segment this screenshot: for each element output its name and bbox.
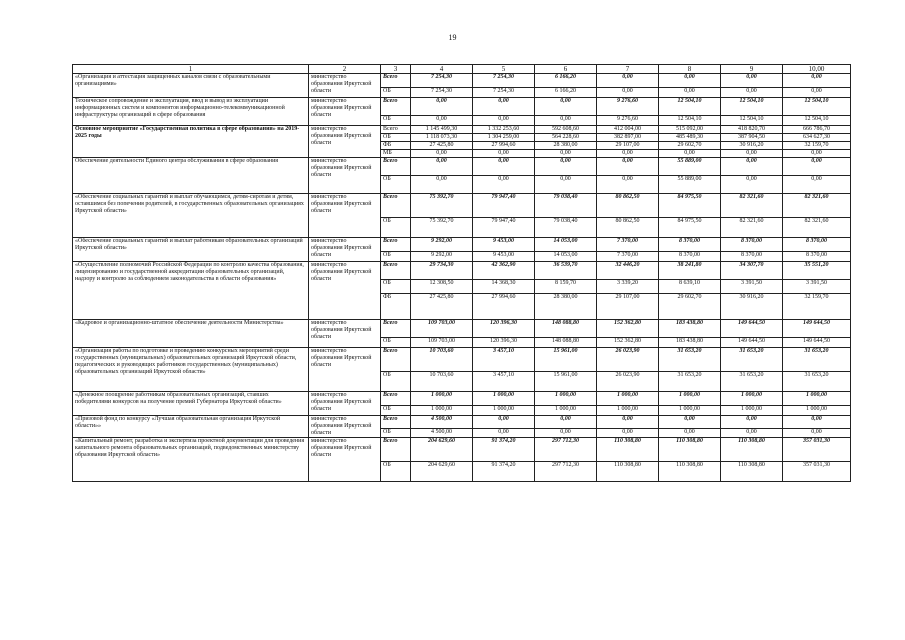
amount-cell: 0,00	[473, 150, 535, 158]
amount-cell: 27 425,80	[411, 142, 473, 150]
amount-cell: 12 504,10	[659, 98, 721, 116]
amount-cell: 0,00	[473, 416, 535, 429]
amount-cell: 0,00	[473, 158, 535, 176]
amount-cell: 0,00	[783, 150, 851, 158]
amount-cell: 109 703,00	[411, 320, 473, 338]
responsible-executor: министерство образования Иркутской области	[309, 348, 381, 392]
amount-cell: 149 644,50	[783, 320, 851, 338]
amount-cell: 3 391,50	[783, 280, 851, 294]
amount-cell: 183 438,80	[659, 338, 721, 348]
activity-name: «Кадровое и организационно-штатное обеспечение деятельности Министерства»	[73, 320, 309, 348]
amount-cell: 0,00	[721, 150, 783, 158]
amount-cell: 0,00	[535, 416, 597, 429]
amount-cell: 14 368,30	[473, 280, 535, 294]
amount-cell: 120 396,30	[473, 320, 535, 338]
amount-cell: 31 653,20	[659, 348, 721, 372]
amount-cell: 1 000,00	[783, 406, 851, 416]
column-header: 6	[535, 65, 597, 74]
funding-source: ОБ	[381, 406, 411, 416]
amount-cell: 7 254,30	[411, 88, 473, 98]
amount-cell: 0,00	[535, 150, 597, 158]
funding-source: ОБ	[381, 429, 411, 438]
table-row	[73, 262, 851, 280]
amount-cell: 515 092,00	[659, 126, 721, 134]
amount-cell: 31 653,20	[783, 348, 851, 372]
amount-cell: 634 627,30	[783, 134, 851, 142]
table-row	[73, 320, 851, 338]
amount-cell: 0,00	[411, 176, 473, 194]
responsible-executor: министерство образования Иркутской области	[309, 238, 381, 262]
amount-cell: 110 308,80	[597, 438, 659, 462]
funding-source: Всего	[381, 158, 411, 176]
funding-source: Всего	[381, 348, 411, 372]
responsible-executor: министерство образования Иркутской области	[309, 158, 381, 194]
amount-cell: 0,00	[535, 116, 597, 126]
amount-cell: 0,00	[597, 176, 659, 194]
table-row	[73, 158, 851, 176]
amount-cell: 1 000,00	[721, 392, 783, 406]
funding-source: ОБ	[381, 134, 411, 142]
amount-cell: 666 786,70	[783, 126, 851, 134]
table-row	[73, 438, 851, 462]
responsible-executor: министерство образования Иркутской области	[309, 320, 381, 348]
amount-cell: 0,00	[597, 150, 659, 158]
amount-cell: 0,00	[721, 88, 783, 98]
amount-cell: 0,00	[535, 176, 597, 194]
amount-cell: 1 000,00	[411, 392, 473, 406]
amount-cell: 0,00	[659, 416, 721, 429]
amount-cell: 110 308,80	[721, 438, 783, 462]
amount-cell: 0,00	[597, 158, 659, 176]
amount-cell: 0,00	[721, 176, 783, 194]
amount-cell: 9 276,60	[597, 116, 659, 126]
amount-cell: 1 000,00	[411, 406, 473, 416]
funding-source: ФБ	[381, 294, 411, 320]
activity-name: Техническое сопровождение и эксплуатация, ввод и вывод из эксплуатации информационных систем и компонентов информационно-телекоммуникационной инфраструктуры организаций в сфере образования	[73, 98, 309, 126]
amount-cell: 9 453,00	[473, 252, 535, 262]
amount-cell: 1 000,00	[721, 406, 783, 416]
amount-cell: 0,00	[535, 158, 597, 176]
amount-cell: 31 653,20	[721, 372, 783, 392]
table-row	[73, 98, 851, 116]
amount-cell: 149 644,50	[721, 338, 783, 348]
amount-cell: 0,00	[535, 429, 597, 438]
amount-cell: 8 159,70	[535, 280, 597, 294]
amount-cell: 120 396,30	[473, 338, 535, 348]
amount-cell: 1 000,00	[535, 392, 597, 406]
amount-cell: 34 307,70	[721, 262, 783, 280]
amount-cell: 30 916,20	[721, 142, 783, 150]
responsible-executor: министерство образования Иркутской области	[309, 392, 381, 416]
funding-source: МБ	[381, 150, 411, 158]
amount-cell: 4 500,00	[411, 429, 473, 438]
amount-cell: 9 292,00	[411, 252, 473, 262]
amount-cell: 149 644,50	[783, 338, 851, 348]
amount-cell: 485 489,30	[659, 134, 721, 142]
funding-source: ОБ	[381, 252, 411, 262]
amount-cell: 297 712,30	[535, 462, 597, 482]
amount-cell: 29 602,70	[659, 294, 721, 320]
responsible-executor: министерство образования Иркутской области	[309, 126, 381, 158]
funding-source: Всего	[381, 320, 411, 338]
amount-cell: 82 321,60	[783, 218, 851, 238]
amount-cell: 0,00	[783, 74, 851, 88]
amount-cell: 31 653,20	[659, 372, 721, 392]
amount-cell: 3 457,10	[473, 348, 535, 372]
amount-cell: 148 088,80	[535, 320, 597, 338]
amount-cell: 0,00	[721, 74, 783, 88]
funding-source: Всего	[381, 416, 411, 429]
amount-cell: 0,00	[411, 158, 473, 176]
amount-cell: 3 391,50	[721, 280, 783, 294]
amount-cell: 1 118 073,30	[411, 134, 473, 142]
amount-cell: 0,00	[659, 429, 721, 438]
amount-cell: 32 159,70	[783, 294, 851, 320]
amount-cell: 357 031,30	[783, 462, 851, 482]
activity-name: «Осуществление полномочий Российской Федерации по контролю качества образования, лицензированию и государственной аккредитации образовательных организаций, надзору и контролю за соблюдением законодательства в области образования»	[73, 262, 309, 320]
amount-cell: 1 000,00	[597, 392, 659, 406]
header-row	[73, 65, 851, 74]
amount-cell: 109 703,00	[411, 338, 473, 348]
funding-source: ОБ	[381, 176, 411, 194]
activity-name: Обеспечение деятельности Единого центра обслуживания в сфере образования	[73, 158, 309, 194]
table-row	[73, 392, 851, 406]
funding-source: ОБ	[381, 88, 411, 98]
amount-cell: 148 088,80	[535, 338, 597, 348]
amount-cell: 7 254,30	[411, 74, 473, 88]
amount-cell: 0,00	[411, 116, 473, 126]
amount-cell: 8 639,10	[659, 280, 721, 294]
table-row	[73, 238, 851, 252]
funding-source: ОБ	[381, 280, 411, 294]
amount-cell: 183 438,80	[659, 320, 721, 338]
amount-cell: 110 308,80	[659, 438, 721, 462]
amount-cell: 0,00	[783, 429, 851, 438]
budget-table	[72, 64, 851, 482]
table-row	[73, 194, 851, 218]
funding-source: Всего	[381, 98, 411, 116]
funding-source: ОБ	[381, 338, 411, 348]
funding-source: ОБ	[381, 116, 411, 126]
amount-cell: 84 975,50	[659, 194, 721, 218]
amount-cell: 75 392,70	[411, 218, 473, 238]
amount-cell: 55 889,00	[659, 158, 721, 176]
amount-cell: 8 370,00	[783, 238, 851, 252]
activity-name: Основное мероприятие «Государственная политика в сфере образования» на 2019-2025 годы	[73, 126, 309, 158]
amount-cell: 91 374,20	[473, 462, 535, 482]
amount-cell: 12 504,10	[783, 98, 851, 116]
amount-cell: 42 362,90	[473, 262, 535, 280]
amount-cell: 82 321,60	[721, 194, 783, 218]
amount-cell: 36 539,70	[535, 262, 597, 280]
amount-cell: 12 504,10	[659, 116, 721, 126]
amount-cell: 29 734,30	[411, 262, 473, 280]
amount-cell: 8 370,00	[783, 252, 851, 262]
column-header: 2	[309, 65, 381, 74]
funding-source: ОБ	[381, 462, 411, 482]
funding-source: ОБ	[381, 218, 411, 238]
amount-cell: 32 159,70	[783, 142, 851, 150]
responsible-executor: министерство образования Иркутской области	[309, 438, 381, 482]
amount-cell: 0,00	[473, 429, 535, 438]
amount-cell: 28 380,00	[535, 142, 597, 150]
amount-cell: 0,00	[597, 416, 659, 429]
amount-cell: 10 703,60	[411, 372, 473, 392]
amount-cell: 6 166,20	[535, 74, 597, 88]
amount-cell: 0,00	[597, 429, 659, 438]
table-row	[73, 348, 851, 372]
amount-cell: 1 304 259,00	[473, 134, 535, 142]
amount-cell: 38 241,80	[659, 262, 721, 280]
amount-cell: 0,00	[783, 176, 851, 194]
amount-cell: 75 392,70	[411, 194, 473, 218]
amount-cell: 91 374,20	[473, 438, 535, 462]
amount-cell: 10 703,60	[411, 348, 473, 372]
amount-cell: 3 339,20	[597, 280, 659, 294]
amount-cell: 29 107,00	[597, 142, 659, 150]
amount-cell: 15 961,00	[535, 348, 597, 372]
amount-cell: 412 004,00	[597, 126, 659, 134]
amount-cell: 80 862,50	[597, 218, 659, 238]
amount-cell: 1 000,00	[783, 392, 851, 406]
activity-name: «Капитальный ремонт, разработка и экспертиза проектной документации для проведения капитального ремонта образовательных организаций, подведомственных министерству образования Иркутской области»	[73, 438, 309, 482]
amount-cell: 0,00	[473, 176, 535, 194]
amount-cell: 0,00	[721, 416, 783, 429]
amount-cell: 15 961,00	[535, 372, 597, 392]
funding-source: Всего	[381, 194, 411, 218]
amount-cell: 0,00	[597, 74, 659, 88]
amount-cell: 9 453,00	[473, 238, 535, 252]
responsible-executor: министерство образования Иркутской области	[309, 74, 381, 98]
amount-cell: 14 053,00	[535, 252, 597, 262]
amount-cell: 357 031,30	[783, 438, 851, 462]
amount-cell: 35 551,20	[783, 262, 851, 280]
responsible-executor: министерство образования Иркутской области	[309, 98, 381, 126]
amount-cell: 110 308,80	[659, 462, 721, 482]
amount-cell: 149 644,50	[721, 320, 783, 338]
amount-cell: 204 629,60	[411, 462, 473, 482]
amount-cell: 8 370,00	[659, 252, 721, 262]
amount-cell: 55 889,00	[659, 176, 721, 194]
amount-cell: 382 897,00	[597, 134, 659, 142]
amount-cell: 9 292,00	[411, 238, 473, 252]
amount-cell: 79 947,40	[473, 218, 535, 238]
column-header: 10,00	[783, 65, 851, 74]
amount-cell: 0,00	[535, 98, 597, 116]
amount-cell: 9 276,60	[597, 98, 659, 116]
amount-cell: 8 370,00	[721, 252, 783, 262]
amount-cell: 0,00	[411, 150, 473, 158]
amount-cell: 79 038,40	[535, 194, 597, 218]
responsible-executor: министерство образования Иркутской области	[309, 194, 381, 238]
amount-cell: 31 653,20	[783, 372, 851, 392]
activity-name: «Призовой фонд по конкурсу «Лучшая образовательная организация Иркутской области»»	[73, 416, 309, 438]
amount-cell: 110 308,80	[721, 462, 783, 482]
amount-cell: 1 000,00	[473, 392, 535, 406]
table-row	[73, 74, 851, 88]
responsible-executor: министерство образования Иркутской области	[309, 416, 381, 438]
responsible-executor: министерство образования Иркутской области	[309, 262, 381, 320]
funding-source: Всего	[381, 438, 411, 462]
amount-cell: 6 166,20	[535, 88, 597, 98]
amount-cell: 7 370,00	[597, 252, 659, 262]
amount-cell: 29 107,00	[597, 294, 659, 320]
funding-source: Всего	[381, 238, 411, 252]
amount-cell: 592 608,60	[535, 126, 597, 134]
activity-name: «Обеспечение социальных гарантий и выплат обучающимся, детям-сиротам и детям, оставшимся без попечения родителей, в государственных образовательных организациях Иркутской области»	[73, 194, 309, 238]
amount-cell: 82 321,60	[783, 194, 851, 218]
amount-cell: 0,00	[783, 88, 851, 98]
amount-cell: 0,00	[721, 429, 783, 438]
column-header: 1	[73, 65, 309, 74]
amount-cell: 28 380,00	[535, 294, 597, 320]
funding-source: Всего	[381, 262, 411, 280]
amount-cell: 1 000,00	[597, 406, 659, 416]
amount-cell: 32 446,20	[597, 262, 659, 280]
amount-cell: 0,00	[659, 150, 721, 158]
amount-cell: 12 504,10	[721, 98, 783, 116]
column-header: 5	[473, 65, 535, 74]
amount-cell: 8 370,00	[659, 238, 721, 252]
amount-cell: 1 000,00	[659, 392, 721, 406]
amount-cell: 0,00	[659, 88, 721, 98]
amount-cell: 27 994,60	[473, 142, 535, 150]
amount-cell: 0,00	[659, 74, 721, 88]
amount-cell: 84 975,50	[659, 218, 721, 238]
amount-cell: 0,00	[411, 98, 473, 116]
amount-cell: 3 457,10	[473, 372, 535, 392]
amount-cell: 0,00	[473, 98, 535, 116]
amount-cell: 564 228,60	[535, 134, 597, 142]
activity-name: «Организация работы по подготовке и проведению конкурсных мероприятий среди государственных (муниципальных) образовательных организаций Иркутской области, педагогических и руководящих работников государственных (муниципальных) образовательных организаций Иркутской области»	[73, 348, 309, 392]
column-header: 7	[597, 65, 659, 74]
amount-cell: 26 023,90	[597, 372, 659, 392]
amount-cell: 8 370,00	[721, 238, 783, 252]
funding-source: Всего	[381, 392, 411, 406]
amount-cell: 14 053,00	[535, 238, 597, 252]
amount-cell: 12 504,10	[783, 116, 851, 126]
activity-name: «Организация и аттестация защищенных каналов связи с образовательными организациями»	[73, 74, 309, 98]
amount-cell: 7 254,30	[473, 74, 535, 88]
amount-cell: 80 862,50	[597, 194, 659, 218]
amount-cell: 1 000,00	[659, 406, 721, 416]
table-row	[73, 416, 851, 429]
amount-cell: 110 308,80	[597, 462, 659, 482]
amount-cell: 0,00	[721, 158, 783, 176]
amount-cell: 27 425,80	[411, 294, 473, 320]
amount-cell: 297 712,30	[535, 438, 597, 462]
funding-source: ФБ	[381, 142, 411, 150]
amount-cell: 387 904,50	[721, 134, 783, 142]
amount-cell: 0,00	[597, 88, 659, 98]
column-header: 8	[659, 65, 721, 74]
amount-cell: 12 308,50	[411, 280, 473, 294]
amount-cell: 7 254,30	[473, 88, 535, 98]
funding-source: Всего	[381, 126, 411, 134]
funding-source: ОБ	[381, 372, 411, 392]
amount-cell: 31 653,20	[721, 348, 783, 372]
amount-cell: 12 504,10	[721, 116, 783, 126]
amount-cell: 0,00	[473, 116, 535, 126]
amount-cell: 152 362,80	[597, 320, 659, 338]
amount-cell: 30 916,20	[721, 294, 783, 320]
page-number: 19	[448, 33, 457, 42]
funding-source: Всего	[381, 74, 411, 88]
amount-cell: 0,00	[783, 158, 851, 176]
amount-cell: 0,00	[783, 416, 851, 429]
amount-cell: 1 000,00	[473, 406, 535, 416]
amount-cell: 82 321,60	[721, 218, 783, 238]
amount-cell: 27 994,60	[473, 294, 535, 320]
amount-cell: 152 362,80	[597, 338, 659, 348]
amount-cell: 204 629,60	[411, 438, 473, 462]
amount-cell: 1 000,00	[535, 406, 597, 416]
activity-name: «Обеспечение социальных гарантий и выплат работникам образовательных организаций Иркутской области»	[73, 238, 309, 262]
amount-cell: 1 332 253,60	[473, 126, 535, 134]
column-header: 4	[411, 65, 473, 74]
amount-cell: 26 023,90	[597, 348, 659, 372]
activity-name: «Денежное поощрение работникам образовательных организаций, ставших победителями конкурсов на получение премий Губернатора Иркутской области»	[73, 392, 309, 416]
amount-cell: 29 602,70	[659, 142, 721, 150]
table-row	[73, 126, 851, 134]
amount-cell: 4 500,00	[411, 416, 473, 429]
amount-cell: 79 038,40	[535, 218, 597, 238]
amount-cell: 418 820,70	[721, 126, 783, 134]
column-header: 3	[381, 65, 411, 74]
amount-cell: 79 947,40	[473, 194, 535, 218]
column-header: 9	[721, 65, 783, 74]
amount-cell: 1 145 499,30	[411, 126, 473, 134]
amount-cell: 7 370,00	[597, 238, 659, 252]
